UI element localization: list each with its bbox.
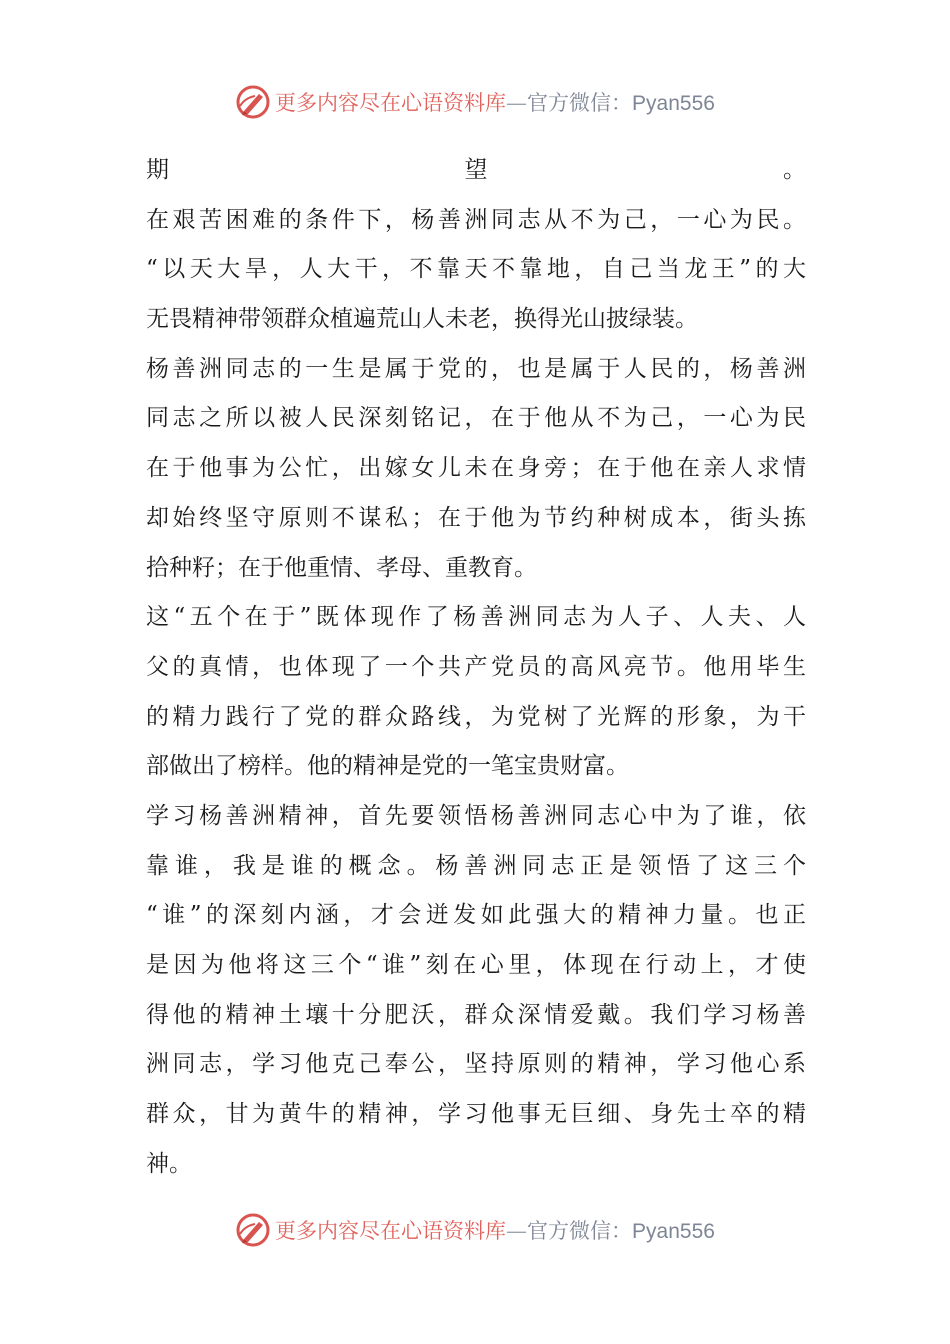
pen-logo-icon — [235, 1212, 271, 1248]
text-line: “以天大旱，人大干，不靠天不靠地，自己当龙王”的大 — [146, 256, 806, 283]
header-dash: — — [506, 91, 528, 115]
header-wechat-label: 官方微信： — [527, 91, 633, 115]
text-line: 在于他事为公忙，出嫁女儿未在身旁；在于他在亲人求情 — [146, 455, 806, 482]
text-line: 是因为他将这三个“谁”刻在心里，体现在行动上，才使 — [146, 952, 806, 978]
text-line: 神。 — [146, 1150, 192, 1177]
footer-banner — [0, 1210, 950, 1250]
text-line: 拾种籽；在于他重情、孝母、重教育。 — [146, 554, 537, 581]
text-line: 靠谁，我是谁的概念。杨善洲同志正是领悟了这三个 — [146, 852, 806, 879]
text-line: 洲同志，学习他克己奉公，坚持原则的精神，学习他心系 — [146, 1051, 806, 1078]
text-line: 父的真情，也体现了一个共产党员的高风亮节。他用毕生 — [146, 653, 806, 680]
text-line: 学习杨善洲精神，首先要领悟杨善洲同志心中为了谁，依 — [146, 802, 806, 829]
footer-wechat-label: 官方微信： — [527, 1219, 633, 1243]
header-wechat-id: Pyan556 — [632, 92, 715, 115]
document-body — [146, 146, 806, 1189]
text-line: 得他的精神土壤十分肥沃，群众深情爱戴。我们学习杨善 — [146, 1001, 806, 1028]
pen-logo-icon — [235, 84, 271, 120]
text-line: 这“五个在于”既体现作了杨善洲同志为人子、人夫、人 — [146, 604, 806, 631]
text-line: 期望。 — [146, 157, 806, 183]
footer-dash: — — [506, 1219, 528, 1243]
text-line: 却始终坚守原则不谋私；在于他为节约种树成本，街头拣 — [146, 504, 806, 531]
header-brand: 更多内容尽在心语资料库 — [275, 91, 507, 115]
text-line: “谁”的深刻内涵，才会迸发如此强大的精神力量。也正 — [146, 902, 806, 929]
footer-wechat-id: Pyan556 — [632, 1220, 715, 1243]
text-line: 同志之所以被人民深刻铭记，在于他从不为己，一心为民 — [146, 405, 806, 432]
header-banner — [0, 82, 950, 122]
text-line: 在艰苦困难的条件下，杨善洲同志从不为己，一心为民。 — [146, 206, 806, 233]
text-line: 群众，甘为黄牛的精神，学习他事无巨细、身先士卒的精 — [146, 1101, 806, 1128]
footer-brand: 更多内容尽在心语资料库 — [275, 1219, 507, 1243]
text-line: 杨善洲同志的一生是属于党的，也是属于人民的，杨善洲 — [146, 355, 806, 382]
text-line: 部做出了榜样。他的精神是党的一笔宝贵财富。 — [146, 753, 629, 780]
text-line: 的精力践行了党的群众路线，为党树了光辉的形象，为干 — [146, 703, 806, 730]
header-text — [275, 87, 715, 117]
footer-text — [275, 1215, 715, 1245]
text-line: 无畏精神带领群众植遍荒山人未老，换得光山披绿装。 — [146, 306, 698, 333]
